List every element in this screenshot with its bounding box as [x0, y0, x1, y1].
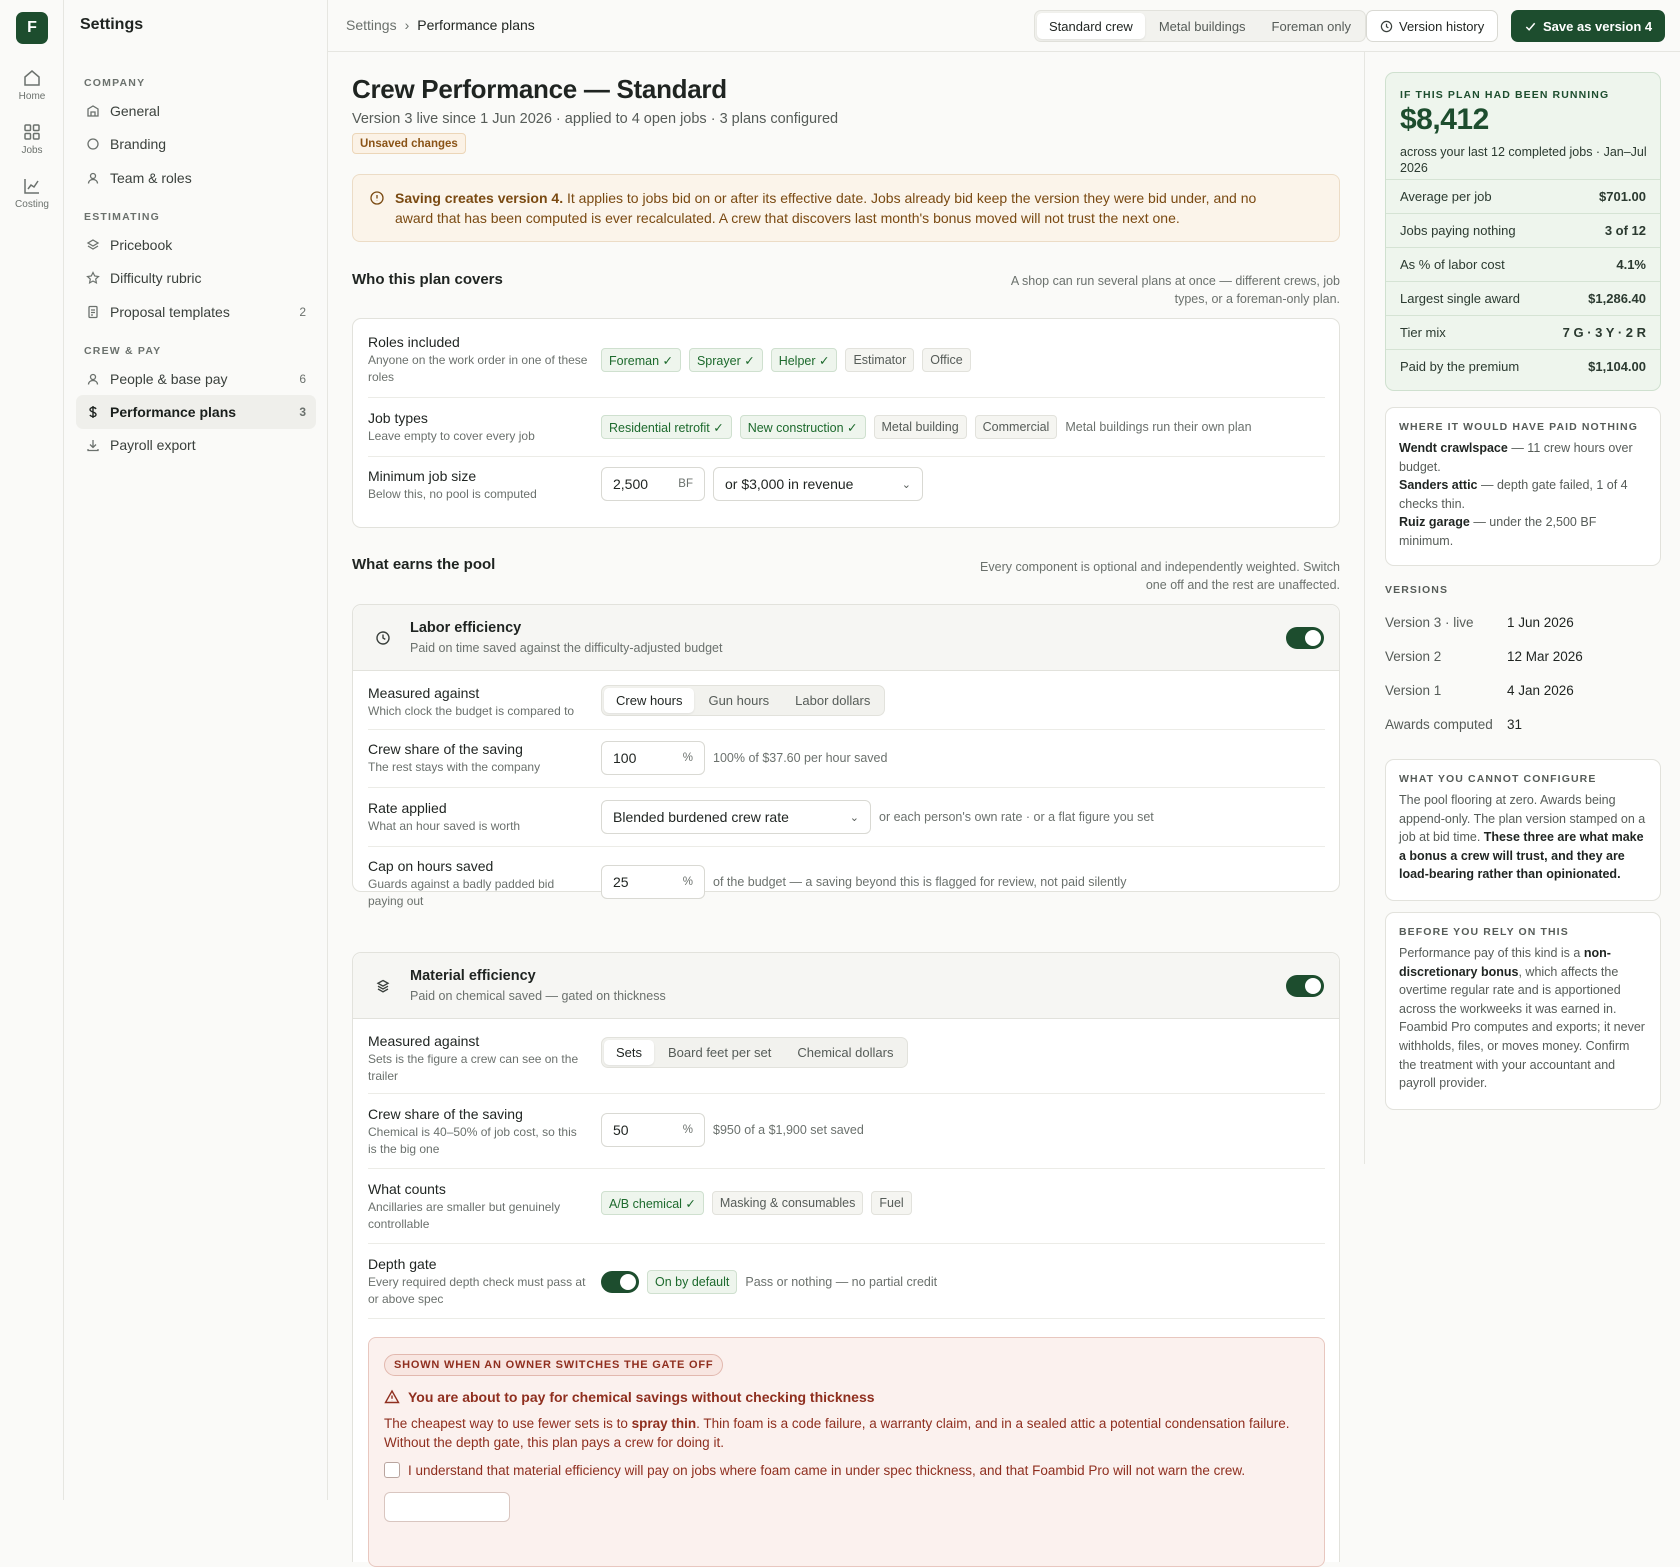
material-efficiency-card — [352, 952, 1340, 1562]
minsize-label: Minimum job size — [368, 468, 477, 484]
nav-label-people: People & base pay — [110, 371, 228, 387]
simulation-caption: across your last 12 completed jobs · Jan–Jul 2026 — [1400, 145, 1647, 175]
material-measured-option[interactable]: Chemical dollars — [797, 1045, 894, 1060]
rail-costing[interactable] — [0, 176, 64, 210]
material-toggle[interactable] — [1286, 975, 1324, 997]
warning-strong: spray thin — [631, 1416, 697, 1431]
covers-heading: Who this plan covers — [352, 271, 503, 288]
version-date: 1 Jun 2026 — [1507, 615, 1574, 630]
nav-label-payroll: Payroll export — [110, 437, 196, 453]
layers-icon — [86, 238, 100, 252]
nav-item-team[interactable] — [76, 161, 316, 195]
nav-section-crew: CREW & PAY — [84, 345, 162, 357]
labor-measured-segment — [601, 685, 885, 716]
labor-rate-desc: What an hour saved is worth — [368, 819, 521, 833]
breadcrumb — [346, 17, 535, 33]
nav-count-people: 6 — [299, 372, 306, 386]
nav-label-proposals: Proposal templates — [110, 304, 230, 320]
simulation-amount: $8,412 — [1400, 103, 1489, 136]
warning-text: The cheapest way to use fewer sets is to — [384, 1416, 632, 1431]
rely-box — [1385, 912, 1661, 1110]
stat-row — [1386, 213, 1660, 247]
depth-gate-toggle[interactable] — [601, 1271, 639, 1293]
role-chip[interactable]: Office — [922, 348, 970, 372]
warning-icon — [384, 1389, 400, 1405]
labor-cap-desc: Guards against a badly padded bid paying out — [368, 877, 555, 908]
material-share-hint: $950 of a $1,900 set saved — [713, 1123, 864, 1137]
versions-label: VERSIONS — [1385, 584, 1449, 596]
depth-gate-hint: Pass or nothing — no partial credit — [745, 1275, 938, 1289]
version-history-button[interactable] — [1366, 10, 1498, 42]
role-chip[interactable]: Helper ✓ — [771, 348, 838, 372]
unsaved-badge: Unsaved changes — [352, 133, 466, 154]
chart-icon — [22, 176, 42, 196]
job-name: Ruiz garage — [1399, 515, 1470, 530]
depth-gate-label: Depth gate — [368, 1256, 437, 1272]
chevron-right-icon: › — [404, 17, 410, 33]
paid-nothing-item — [1399, 476, 1647, 513]
material-counts-row — [368, 1169, 1325, 1244]
depth-gate-badge: On by default — [647, 1270, 737, 1294]
stat-key: Jobs paying nothing — [1400, 223, 1516, 238]
paid-nothing-item — [1399, 439, 1647, 476]
stat-value: $701.00 — [1599, 189, 1646, 204]
depth-gate-row — [368, 1244, 1325, 1319]
material-share-unit: % — [682, 1124, 693, 1136]
counts-chip[interactable]: Masking & consumables — [712, 1191, 863, 1215]
stat-row — [1386, 247, 1660, 281]
material-counts-desc: Ancillaries are smaller but genuinely controllable — [368, 1200, 561, 1231]
page-subtitle: Version 3 live since 1 Jun 2026 · applied to 4 open jobs · 3 plans configured — [352, 111, 839, 127]
stat-value: $1,286.40 — [1588, 291, 1646, 306]
labor-rate-row — [368, 788, 1325, 847]
top-bar — [328, 0, 1680, 52]
material-share-input[interactable] — [601, 1113, 705, 1147]
nav-item-people[interactable] — [76, 362, 316, 396]
nav-section-company: COMPANY — [84, 77, 146, 89]
material-measured-label: Measured against — [368, 1033, 480, 1049]
side-panel — [1364, 52, 1680, 1164]
material-efficiency-header — [353, 953, 1339, 1019]
material-measured-option[interactable]: Board feet per set — [668, 1045, 772, 1060]
circle-icon — [86, 137, 100, 151]
warning-heading-text: You are about to pay for chemical savings without checking thickness — [408, 1389, 875, 1405]
labor-share-input[interactable] — [601, 741, 705, 775]
rail-home-label: Home — [18, 91, 46, 102]
nav-item-performance[interactable] — [76, 395, 316, 429]
counts-chip[interactable]: Fuel — [871, 1191, 911, 1215]
minsize-input[interactable] — [601, 467, 705, 501]
rail-home[interactable] — [0, 68, 64, 102]
plan-tab-metal[interactable]: Metal buildings — [1158, 18, 1246, 34]
minsize-revenue-value: or $3,000 in revenue — [725, 476, 854, 492]
nav-item-branding[interactable] — [76, 127, 316, 161]
jobtype-chip[interactable]: Metal building — [874, 415, 967, 439]
nav-item-proposals[interactable] — [76, 295, 316, 329]
chevron-down-icon: ⌄ — [901, 478, 911, 491]
nav-count-proposals: 2 — [299, 305, 306, 319]
material-counts-label: What counts — [368, 1181, 446, 1197]
job-reason: — depth gate failed, 1 of 4 checks thin. — [1399, 478, 1628, 511]
home-icon — [22, 68, 42, 88]
rely-text-1: Performance pay of this kind is a — [1399, 946, 1584, 960]
info-icon — [369, 190, 385, 206]
job-name: Sanders attic — [1399, 478, 1478, 493]
simulation-card — [1385, 72, 1661, 391]
roles-row — [368, 319, 1325, 398]
cannot-configure-text — [1399, 791, 1647, 884]
earns-heading: What earns the pool — [352, 556, 496, 573]
notice-text: It applies to jobs bid on or after its effective date. Jobs already bid keep the version they were bid under, and no award that has been computed is ever recalculated. A crew that discovers last month's bonus moved will not trust the next one. — [395, 190, 1257, 226]
stat-value: 7 G · 3 Y · 2 R — [1562, 325, 1646, 340]
stat-row — [1386, 349, 1660, 383]
stat-key: Tier mix — [1400, 325, 1446, 340]
rely-label: BEFORE YOU RELY ON THIS — [1399, 926, 1569, 938]
minsize-unit: BF — [678, 478, 693, 490]
chevron-down-icon: ⌄ — [849, 811, 859, 824]
nav-label-performance: Performance plans — [110, 404, 237, 420]
labor-measured-option[interactable]: Labor dollars — [795, 693, 871, 708]
labor-share-label: Crew share of the saving — [368, 741, 523, 757]
labor-cap-row — [368, 847, 1325, 908]
nav-label-pricebook: Pricebook — [110, 237, 173, 253]
plan-switcher — [1034, 10, 1366, 42]
minsize-desc: Below this, no pool is computed — [368, 487, 537, 501]
version-history-label: Version history — [1399, 18, 1485, 34]
version-row[interactable] — [1385, 615, 1574, 630]
job-reason: — 11 crew hours over budget. — [1399, 441, 1633, 474]
paid-nothing-label: WHERE IT WOULD HAVE PAID NOTHING — [1399, 421, 1638, 433]
stat-key: As % of labor cost — [1400, 257, 1505, 272]
material-share-desc: Chemical is 40–50% of job cost, so this is the big one — [368, 1125, 577, 1156]
material-measured-desc: Sets is the figure a crew can see on the trailer — [368, 1052, 579, 1083]
labor-rate-hint: or each person's own rate · or a flat figure you set — [879, 810, 1154, 824]
star-icon — [86, 271, 100, 285]
labor-title: Labor efficiency — [410, 620, 522, 636]
paid-nothing-box — [1385, 407, 1661, 566]
labor-rate-select[interactable] — [601, 800, 871, 834]
app-logo[interactable]: F — [16, 12, 48, 44]
version-row[interactable] — [1385, 649, 1583, 664]
roles-desc: Anyone on the work order in one of these roles — [368, 353, 588, 384]
version-date: 31 — [1507, 717, 1523, 732]
material-measured-option[interactable]: Sets — [604, 1040, 654, 1065]
version-row[interactable] — [1385, 683, 1574, 698]
stat-key: Average per job — [1400, 189, 1492, 204]
material-title: Material efficiency — [410, 968, 536, 984]
warning-confirm[interactable] — [384, 1462, 1245, 1478]
user-icon — [86, 372, 100, 386]
labor-rate-value: Blended burdened crew rate — [613, 809, 789, 825]
version-name: Version 1 — [1385, 683, 1442, 698]
rail-costing-label: Costing — [15, 199, 49, 210]
page-title: Crew Performance — Standard — [352, 74, 727, 104]
labor-share-unit: % — [682, 752, 693, 764]
warning-tag: SHOWN WHEN AN OWNER SWITCHES THE GATE OFF — [384, 1354, 723, 1376]
confirm-checkbox[interactable] — [384, 1462, 400, 1478]
labor-efficiency-header — [353, 605, 1339, 671]
labor-cap-value: 25 — [613, 874, 629, 890]
clock-icon — [375, 630, 391, 646]
job-name: Wendt crawlspace — [1399, 441, 1508, 455]
nav-title: Settings — [80, 16, 144, 33]
material-share-row — [368, 1094, 1325, 1169]
labor-share-hint: 100% of $37.60 per hour saved — [713, 751, 888, 765]
breadcrumb-root[interactable]: Settings — [346, 17, 397, 33]
stat-value: 3 of 12 — [1604, 223, 1646, 238]
material-measured-segment — [601, 1037, 908, 1068]
minsize-row — [368, 457, 1325, 527]
gate-off-warning — [368, 1337, 1325, 1567]
save-version-label: Save as version 4 — [1543, 18, 1653, 34]
stat-row — [1386, 315, 1660, 349]
jobtype-chip[interactable]: New construction ✓ — [740, 415, 866, 439]
labor-share-value: 100 — [613, 750, 637, 766]
version-row — [1385, 717, 1522, 732]
dollar-icon — [86, 405, 100, 419]
grid-icon — [22, 122, 42, 142]
stat-row — [1386, 281, 1660, 315]
labor-cap-unit: % — [682, 876, 693, 888]
labor-cap-hint: of the budget — a saving beyond this is flagged for review, not paid silently — [713, 875, 1127, 889]
warning-text: . Thin foam is a code failure, a warranty claim, and in a sealed attic a potential condensation failure. Without the depth gate, this plan pays a crew for doing it. — [384, 1416, 1290, 1450]
nav-item-rubric[interactable] — [76, 261, 316, 295]
plan-tab-standard[interactable]: Standard crew — [1037, 13, 1145, 39]
cannot-text: The pool flooring at zero. Awards being append-only. The plan version stamped on a job at bid time. — [1399, 793, 1646, 845]
labor-measured-desc: Which clock the budget is compared to — [368, 704, 575, 718]
stat-value: $1,104.00 — [1588, 359, 1646, 374]
rely-strong: non-discretionary bonus — [1399, 946, 1611, 979]
warning-heading — [384, 1389, 875, 1405]
material-measured-row — [368, 1019, 1325, 1094]
roles-label: Roles included — [368, 334, 460, 350]
labor-measured-option[interactable]: Crew hours — [604, 688, 694, 713]
versioning-notice — [352, 174, 1340, 242]
material-share-value: 50 — [613, 1122, 629, 1138]
jobtype-chip[interactable]: Commercial — [975, 415, 1058, 439]
version-date: 12 Mar 2026 — [1507, 649, 1583, 664]
counts-chip[interactable]: A/B chemical ✓ — [601, 1191, 704, 1215]
jobtypes-hint: Metal buildings run their own plan — [1065, 420, 1252, 434]
material-share-label: Crew share of the saving — [368, 1106, 523, 1122]
labor-efficiency-card — [352, 604, 1340, 908]
layers-icon — [375, 978, 391, 994]
version-name: Version 2 — [1385, 649, 1442, 664]
minsize-revenue-select[interactable] — [713, 467, 923, 501]
paid-nothing-item — [1399, 513, 1647, 550]
nav-label-branding: Branding — [110, 136, 167, 152]
role-chip[interactable]: Estimator — [845, 348, 914, 372]
simulation-label: IF THIS PLAN HAD BEEN RUNNING — [1400, 89, 1610, 101]
download-icon — [86, 438, 100, 452]
labor-share-desc: The rest stays with the company — [368, 760, 541, 774]
warning-paragraph — [384, 1414, 1314, 1452]
rail-jobs-label: Jobs — [21, 145, 43, 156]
user-icon — [86, 171, 100, 185]
material-desc: Paid on chemical saved — gated on thickness — [410, 989, 666, 1003]
cannot-strong: These three are what make a bonus a crew will trust, and they are load-bearing rather than opinionated. — [1399, 830, 1644, 882]
nav-label-general: General — [110, 103, 160, 119]
breadcrumb-current: Performance plans — [417, 17, 535, 33]
cannot-configure-box — [1385, 759, 1661, 901]
rely-text-2: , which affects the overtime regular rate and is apportioned across the workweeks it was earned in. Foambid Pro computes and exports; it never withholds, files, or moves money. Confirm the treatment with your accountant and payroll provider. — [1399, 964, 1645, 1091]
app-rail — [0, 0, 64, 1500]
settings-nav — [64, 0, 328, 1500]
warning-action-button[interactable] — [384, 1492, 510, 1522]
version-name: Awards computed — [1385, 717, 1493, 732]
labor-cap-label: Cap on hours saved — [368, 858, 494, 874]
nav-item-pricebook[interactable] — [76, 228, 316, 262]
job-reason: — under the 2,500 BF minimum. — [1399, 515, 1597, 548]
document-icon — [86, 305, 100, 319]
labor-cap-input[interactable] — [601, 865, 705, 899]
stat-value: 4.1% — [1616, 257, 1646, 272]
check-icon — [1524, 20, 1537, 33]
nav-label-team: Team & roles — [110, 170, 192, 186]
labor-measured-label: Measured against — [368, 685, 480, 701]
earns-note: Every component is optional and independently weighted. Switch one off and the rest are unaffected. — [980, 560, 1340, 592]
jobtypes-row — [368, 398, 1325, 457]
labor-share-row — [368, 730, 1325, 788]
nav-count-performance: 3 — [299, 405, 306, 419]
nav-item-general[interactable] — [76, 94, 316, 128]
plan-tab-foreman[interactable]: Foreman only — [1271, 18, 1352, 34]
labor-measured-option[interactable]: Gun hours — [708, 693, 770, 708]
stat-key: Paid by the premium — [1400, 359, 1520, 374]
jobtypes-desc: Leave empty to cover every job — [368, 429, 535, 443]
role-chip[interactable]: Foreman ✓ — [601, 348, 681, 372]
rail-jobs[interactable] — [0, 122, 64, 156]
labor-rate-label: Rate applied — [368, 800, 447, 816]
clock-icon — [1380, 20, 1393, 33]
nav-item-payroll[interactable] — [76, 428, 316, 462]
labor-toggle[interactable] — [1286, 627, 1324, 649]
nav-label-rubric: Difficulty rubric — [110, 270, 202, 286]
cannot-configure-label: WHAT YOU CANNOT CONFIGURE — [1399, 773, 1597, 785]
confirm-label: I understand that material efficiency will pay on jobs where foam came in under spec thickness, and that Foambid Pro will not warn the crew. — [408, 1462, 1246, 1478]
labor-measured-row — [368, 671, 1325, 730]
building-icon — [86, 104, 100, 118]
rely-text — [1399, 944, 1647, 1093]
nav-section-estimating: ESTIMATING — [84, 211, 160, 223]
jobtypes-label: Job types — [368, 410, 428, 426]
labor-desc: Paid on time saved against the difficulty-adjusted budget — [410, 641, 723, 655]
version-name: Version 3 · live — [1385, 615, 1474, 630]
role-chip[interactable]: Sprayer ✓ — [689, 348, 763, 372]
covers-note: A shop can run several plans at once — different crews, job types, or a foreman-only plan. — [1010, 274, 1340, 306]
stat-row — [1386, 179, 1660, 213]
minsize-value: 2,500 — [613, 476, 649, 492]
save-version-button[interactable] — [1511, 10, 1665, 42]
notice-strong: Saving creates version 4. — [395, 190, 564, 206]
version-date: 4 Jan 2026 — [1507, 683, 1574, 698]
stat-key: Largest single award — [1400, 291, 1520, 306]
covers-card — [352, 318, 1340, 528]
depth-gate-desc: Every required depth check must pass at or above spec — [368, 1275, 586, 1306]
jobtype-chip[interactable]: Residential retrofit ✓ — [601, 415, 732, 439]
